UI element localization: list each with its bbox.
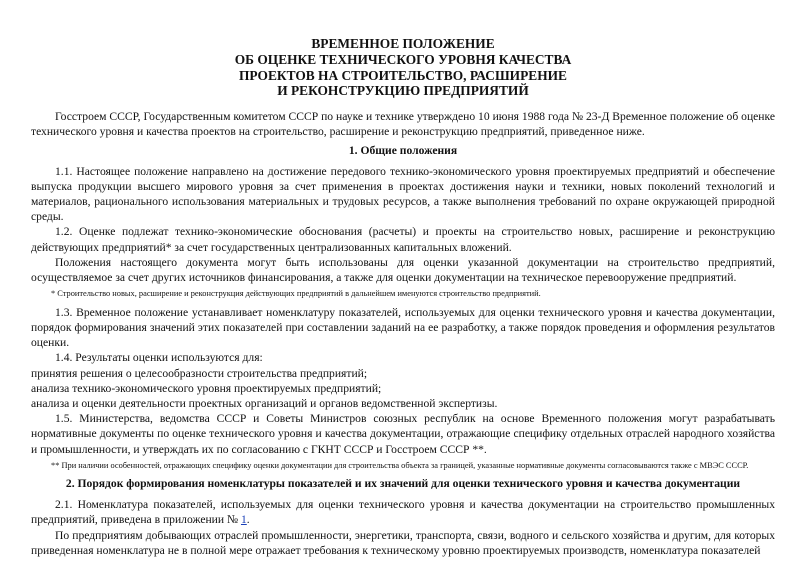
- intro-paragraph: Госстроем СССР, Государственным комитетом СССР по науке и технике утверждено 10 июня 1988 года № 23-Д Временное положение об оценке технического уровня и качества проектов на строительство, расширение и реконструкцию предприятий, приведенное ниже.: [31, 110, 775, 139]
- title-line: ВРЕМЕННОЕ ПОЛОЖЕНИЕ: [311, 36, 495, 51]
- footnote-2: ** При наличии особенностей, отражающих специфику оценки документации для строительства объекта за границей, указанные нормативные документы согласовываются также с МВЭС СССР.: [51, 460, 749, 470]
- paragraph-1-4: 1.4. Результаты оценки используются для:: [55, 351, 263, 365]
- paragraph-1-2-continued: Положения настоящего документа могут быть использованы для оценки указанной документации на строительство предприятий, осуществляемое за счет других источников финансирования, а также для оценки документации на техническое перевооружение предприятий.: [31, 255, 775, 285]
- paragraph-2-1: [31, 497, 775, 527]
- list-item: анализа и оценки деятельности проектных организаций и органов ведомственной экспертизы.: [31, 396, 498, 410]
- paragraph-1-5: 1.5. Министерства, ведомства СССР и Советы Министров союзных республик на основе Временного положения могут разрабатывать нормативные документы по оценке технического уровня и качества документации, отражающие специфику отдельных отраслей народного хозяйства и промышленности, и утверждать их по согласованию с ГКНТ СССР и Госстроем СССР **.: [31, 412, 775, 456]
- appendix-1-link[interactable]: 1: [240, 513, 247, 527]
- title-line: И РЕКОНСТРУКЦИЮ ПРЕДПРИЯТИЙ: [277, 83, 529, 99]
- document-title: [31, 36, 775, 99]
- list-item: принятия решения о целесообразности строительства предприятий;: [31, 366, 368, 380]
- section-2-heading: 2. Порядок формирования номенклатуры показателей и их значений для оценки технического уровня и качества документации: [65, 477, 741, 491]
- paragraph-1-3: 1.3. Временное положение устанавливает номенклатуру показателей, используемых для оценки технического уровня и качества документации, порядок формирования значений этих показателей при составлении заданий на ее разработку, а также порядок проведения и оформления результатов оценки.: [31, 305, 775, 350]
- footnote-1: * Строительство новых, расширение и реконструкция действующих предприятий в дальнейшем именуются строительство предприятий.: [51, 289, 541, 299]
- title-line: ПРОЕКТОВ НА СТРОИТЕЛЬСТВО, РАСШИРЕНИЕ: [239, 67, 567, 83]
- paragraph-1-1: 1.1. Настоящее положение направлено на достижение передового технико-экономического уровня проектируемых предприятий и обеспечение выпуска продукции высшего мирового уровня за счет применения в проектах достижения науки и техники, новых поколений технологий и материалов, рационального использования материальных и трудовых ресурсов, а также выполнения требований по охране окружающей природной среды.: [31, 164, 775, 224]
- section-1-heading: 1. Общие положения: [348, 143, 458, 157]
- paragraph-1-2: 1.2. Оценке подлежат технико-экономические обоснования (расчеты) и проекты на строительство новых, расширение и реконструкцию действующих предприятий* за счет государственных централизованных капитальных вложений.: [31, 225, 775, 254]
- title-line: ОБ ОЦЕНКЕ ТЕХНИЧЕСКОГО УРОВНЯ КАЧЕСТВА: [234, 51, 572, 67]
- paragraph-2-1-text: 2.1. Номенклатура показателей, используемых для оценки технического уровня и качества документации на строительство промышленных предприятий, приведена в приложении №: [31, 498, 775, 527]
- paragraph-2-1-end: .: [246, 513, 250, 527]
- list-item: анализа технико-экономического уровня проектируемых предприятий;: [31, 381, 382, 395]
- document-page: [31, 36, 775, 558]
- paragraph-2-2: По предприятиям добывающих отраслей промышленности, энергетики, транспорта, связи, водного и сельского хозяйства и другим, для которых приведенная номенклатура не в полной мере отражает требования к техническому уровню проектируемых производств, номенклатура показателей: [31, 528, 775, 557]
